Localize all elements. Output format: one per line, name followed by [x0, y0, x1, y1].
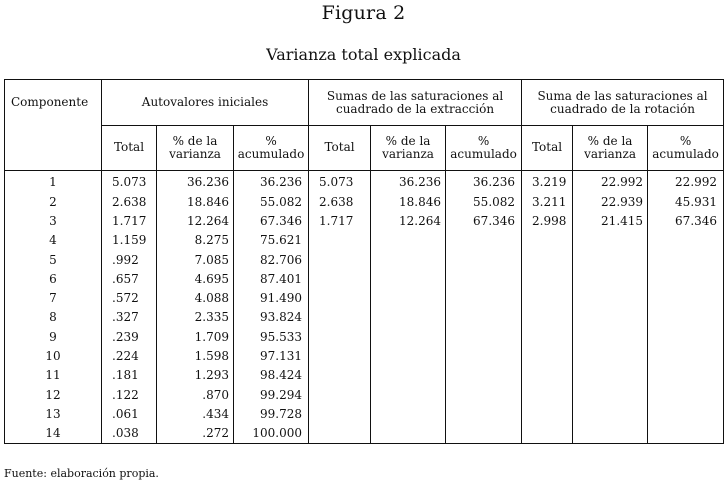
- rotation-total-cell: [522, 250, 573, 269]
- table-body: [5, 171, 724, 444]
- initial-pct-cumulative-cell: 91.490: [234, 289, 309, 308]
- component-number: 1: [5, 171, 102, 193]
- extraction-pct-variance-cell: [371, 231, 446, 250]
- initial-total-cell: .122: [102, 385, 157, 404]
- variance-label: varianza: [169, 147, 221, 161]
- initial-pct-cumulative-header: [234, 126, 309, 171]
- extraction-total-cell: [309, 405, 371, 424]
- component-number: 2: [5, 192, 102, 211]
- initial-pct-cumulative-cell: 99.728: [234, 405, 309, 424]
- initial-pct-variance-cell: 4.695: [157, 269, 234, 288]
- initial-pct-cumulative-cell: 98.424: [234, 366, 309, 385]
- rotation-pct-cumulative-cell: 45.931: [648, 192, 724, 211]
- initial-pct-variance-cell: 2.335: [157, 308, 234, 327]
- component-number: 4: [5, 231, 102, 250]
- extraction-total-cell: [309, 424, 371, 444]
- extraction-pct-cumulative-cell: [446, 347, 522, 366]
- extraction-sums-header: Sumas de las saturaciones al cuadrado de la extracción: [309, 80, 522, 126]
- rotation-pct-cumulative-cell: [648, 289, 724, 308]
- initial-pct-variance-cell: 4.088: [157, 289, 234, 308]
- rotation-total-cell: [522, 269, 573, 288]
- rotation-pct-cumulative-cell: [648, 385, 724, 404]
- extraction-pct-cumulative-cell: 36.236: [446, 171, 522, 193]
- initial-total-cell: .992: [102, 250, 157, 269]
- rotation-total-cell: [522, 347, 573, 366]
- initial-pct-cumulative-cell: 67.346: [234, 212, 309, 231]
- rotation-pct-cumulative-header: [648, 126, 724, 171]
- extraction-pct-variance-cell: 18.846: [371, 192, 446, 211]
- initial-pct-cumulative-cell: 87.401: [234, 269, 309, 288]
- total-label: Total: [113, 140, 145, 155]
- initial-total-cell: .224: [102, 347, 157, 366]
- initial-pct-variance-cell: 1.709: [157, 327, 234, 346]
- total-label: Total: [531, 140, 563, 155]
- source-note: Fuente: elaboración propia.: [4, 467, 159, 480]
- initial-eigenvalues-header: Autovalores iniciales: [102, 80, 309, 126]
- initial-total-cell: 2.638: [102, 192, 157, 211]
- rotation-total-cell: 3.211: [522, 192, 573, 211]
- rotation-pct-cumulative-cell: [648, 231, 724, 250]
- extraction-total-cell: [309, 269, 371, 288]
- component-number: 11: [5, 366, 102, 385]
- extraction-total-cell: [309, 366, 371, 385]
- extraction-pct-variance-cell: [371, 366, 446, 385]
- variance-table-container: [4, 79, 723, 444]
- component-number: 8: [5, 308, 102, 327]
- rotation-total-cell: 2.998: [522, 212, 573, 231]
- table-row: [5, 366, 724, 385]
- extraction-total-cell: 1.717: [309, 212, 371, 231]
- initial-pct-variance-cell: .272: [157, 424, 234, 444]
- initial-pct-variance-header: [157, 126, 234, 171]
- initial-total-cell: 1.159: [102, 231, 157, 250]
- table-row: [5, 212, 724, 231]
- initial-pct-variance-cell: 18.846: [157, 192, 234, 211]
- component-number: 10: [5, 347, 102, 366]
- table-row: [5, 289, 724, 308]
- rotation-pct-variance-cell: [573, 250, 648, 269]
- rotation-pct-variance-cell: [573, 231, 648, 250]
- initial-pct-variance-cell: 8.275: [157, 231, 234, 250]
- initial-total-cell: .327: [102, 308, 157, 327]
- initial-pct-cumulative-cell: 95.533: [234, 327, 309, 346]
- extraction-total-cell: 2.638: [309, 192, 371, 211]
- rotation-pct-variance-cell: [573, 269, 648, 288]
- rotation-total-header: [522, 126, 573, 171]
- variance-label: varianza: [382, 147, 434, 161]
- component-number: 3: [5, 212, 102, 231]
- extraction-pct-variance-header: [371, 126, 446, 171]
- table-row: [5, 269, 724, 288]
- component-number: 5: [5, 250, 102, 269]
- rotation-sums-header: Suma de las saturaciones al cuadrado de la rotación: [522, 80, 724, 126]
- rotation-pct-cumulative-cell: [648, 327, 724, 346]
- extraction-pct-cumulative-cell: [446, 424, 522, 444]
- extraction-pct-cumulative-cell: 55.082: [446, 192, 522, 211]
- extraction-total-cell: 5.073: [309, 171, 371, 193]
- pct-label: % de la: [587, 133, 633, 148]
- rotation-total-cell: [522, 405, 573, 424]
- rotation-pct-cumulative-cell: 67.346: [648, 212, 724, 231]
- extraction-pct-variance-cell: [371, 385, 446, 404]
- rotation-pct-cumulative-cell: 22.992: [648, 171, 724, 193]
- rotation-pct-cumulative-cell: [648, 405, 724, 424]
- table-row: [5, 192, 724, 211]
- rotation-pct-variance-cell: [573, 366, 648, 385]
- rotation-total-cell: [522, 308, 573, 327]
- initial-total-cell: 5.073: [102, 171, 157, 193]
- rotation-pct-cumulative-cell: [648, 250, 724, 269]
- table-row: [5, 327, 724, 346]
- component-number: 13: [5, 405, 102, 424]
- table-row: [5, 347, 724, 366]
- rotation-total-cell: [522, 385, 573, 404]
- rotation-pct-variance-cell: [573, 327, 648, 346]
- extraction-pct-variance-cell: [371, 269, 446, 288]
- initial-pct-cumulative-cell: 55.082: [234, 192, 309, 211]
- initial-pct-cumulative-cell: 36.236: [234, 171, 309, 193]
- component-number: 14: [5, 424, 102, 444]
- table-row: [5, 424, 724, 444]
- initial-pct-cumulative-cell: 97.131: [234, 347, 309, 366]
- initial-total-cell: .061: [102, 405, 157, 424]
- component-number: 9: [5, 327, 102, 346]
- initial-pct-cumulative-cell: 99.294: [234, 385, 309, 404]
- rotation-pct-variance-cell: [573, 385, 648, 404]
- rotation-pct-cumulative-cell: [648, 347, 724, 366]
- initial-total-cell: .038: [102, 424, 157, 444]
- extraction-pct-variance-cell: [371, 308, 446, 327]
- initial-pct-variance-cell: .434: [157, 405, 234, 424]
- cumulative-label: acumulado: [237, 147, 305, 161]
- extraction-pct-cumulative-cell: [446, 250, 522, 269]
- rotation-pct-variance-cell: [573, 347, 648, 366]
- extraction-pct-variance-cell: [371, 327, 446, 346]
- extraction-pct-cumulative-cell: [446, 289, 522, 308]
- rotation-total-cell: [522, 327, 573, 346]
- variance-label: varianza: [584, 147, 636, 161]
- extraction-pct-cumulative-cell: 67.346: [446, 212, 522, 231]
- component-number: 6: [5, 269, 102, 288]
- rotation-total-cell: [522, 424, 573, 444]
- extraction-total-cell: [309, 347, 371, 366]
- extraction-pct-cumulative-cell: [446, 385, 522, 404]
- extraction-pct-variance-cell: 12.264: [371, 212, 446, 231]
- rotation-pct-variance-cell: [573, 308, 648, 327]
- cumulative-label: acumulado: [450, 147, 517, 161]
- initial-total-cell: 1.717: [102, 212, 157, 231]
- rotation-pct-variance-cell: [573, 424, 648, 444]
- initial-total-cell: .657: [102, 269, 157, 288]
- rotation-pct-cumulative-cell: [648, 366, 724, 385]
- variance-table: [4, 79, 724, 444]
- extraction-total-cell: [309, 289, 371, 308]
- initial-total-cell: .181: [102, 366, 157, 385]
- table-row: [5, 405, 724, 424]
- pct-label: % de la: [385, 133, 431, 148]
- initial-pct-cumulative-cell: 100.000: [234, 424, 309, 444]
- table-row: [5, 385, 724, 404]
- extraction-pct-cumulative-header: [446, 126, 522, 171]
- figure-title: Figura 2: [321, 2, 406, 24]
- initial-pct-variance-cell: 1.293: [157, 366, 234, 385]
- extraction-total-cell: [309, 327, 371, 346]
- initial-pct-variance-cell: 7.085: [157, 250, 234, 269]
- extraction-pct-variance-cell: [371, 405, 446, 424]
- component-header: Componente: [5, 80, 102, 171]
- extraction-pct-cumulative-cell: [446, 405, 522, 424]
- table-row: [5, 231, 724, 250]
- percent-sign-label: %: [477, 133, 490, 148]
- extraction-total-header: [309, 126, 371, 171]
- rotation-pct-variance-cell: 22.992: [573, 171, 648, 193]
- table-title: Varianza total explicada: [266, 45, 461, 64]
- initial-total-cell: .239: [102, 327, 157, 346]
- percent-sign-label: %: [265, 133, 277, 148]
- rotation-pct-variance-cell: [573, 405, 648, 424]
- component-number: 7: [5, 289, 102, 308]
- extraction-pct-variance-cell: [371, 250, 446, 269]
- rotation-total-cell: 3.219: [522, 171, 573, 193]
- rotation-pct-cumulative-cell: [648, 424, 724, 444]
- initial-pct-cumulative-cell: 93.824: [234, 308, 309, 327]
- pct-label: % de la: [172, 133, 218, 148]
- extraction-total-cell: [309, 231, 371, 250]
- extraction-pct-variance-cell: 36.236: [371, 171, 446, 193]
- extraction-total-cell: [309, 250, 371, 269]
- rotation-pct-cumulative-cell: [648, 269, 724, 288]
- rotation-pct-cumulative-cell: [648, 308, 724, 327]
- rotation-pct-variance-header: [573, 126, 648, 171]
- component-number: 12: [5, 385, 102, 404]
- extraction-total-cell: [309, 308, 371, 327]
- extraction-pct-variance-cell: [371, 289, 446, 308]
- extraction-pct-variance-cell: [371, 347, 446, 366]
- initial-pct-variance-cell: 1.598: [157, 347, 234, 366]
- table-row: [5, 250, 724, 269]
- table-row: [5, 308, 724, 327]
- initial-pct-variance-cell: 12.264: [157, 212, 234, 231]
- rotation-pct-variance-cell: 22.939: [573, 192, 648, 211]
- table-row: [5, 171, 724, 193]
- initial-pct-cumulative-cell: 82.706: [234, 250, 309, 269]
- rotation-pct-variance-cell: [573, 289, 648, 308]
- extraction-pct-cumulative-cell: [446, 327, 522, 346]
- extraction-pct-variance-cell: [371, 424, 446, 444]
- extraction-pct-cumulative-cell: [446, 366, 522, 385]
- extraction-pct-cumulative-cell: [446, 308, 522, 327]
- percent-sign-label: %: [679, 133, 692, 148]
- initial-pct-variance-cell: 36.236: [157, 171, 234, 193]
- cumulative-label: acumulado: [652, 147, 719, 161]
- initial-pct-variance-cell: .870: [157, 385, 234, 404]
- extraction-pct-cumulative-cell: [446, 269, 522, 288]
- initial-pct-cumulative-cell: 75.621: [234, 231, 309, 250]
- rotation-total-cell: [522, 289, 573, 308]
- extraction-total-cell: [309, 385, 371, 404]
- extraction-pct-cumulative-cell: [446, 231, 522, 250]
- rotation-total-cell: [522, 231, 573, 250]
- rotation-total-cell: [522, 366, 573, 385]
- rotation-pct-variance-cell: 21.415: [573, 212, 648, 231]
- initial-total-header: [102, 126, 157, 171]
- total-label: Total: [324, 140, 355, 155]
- initial-total-cell: .572: [102, 289, 157, 308]
